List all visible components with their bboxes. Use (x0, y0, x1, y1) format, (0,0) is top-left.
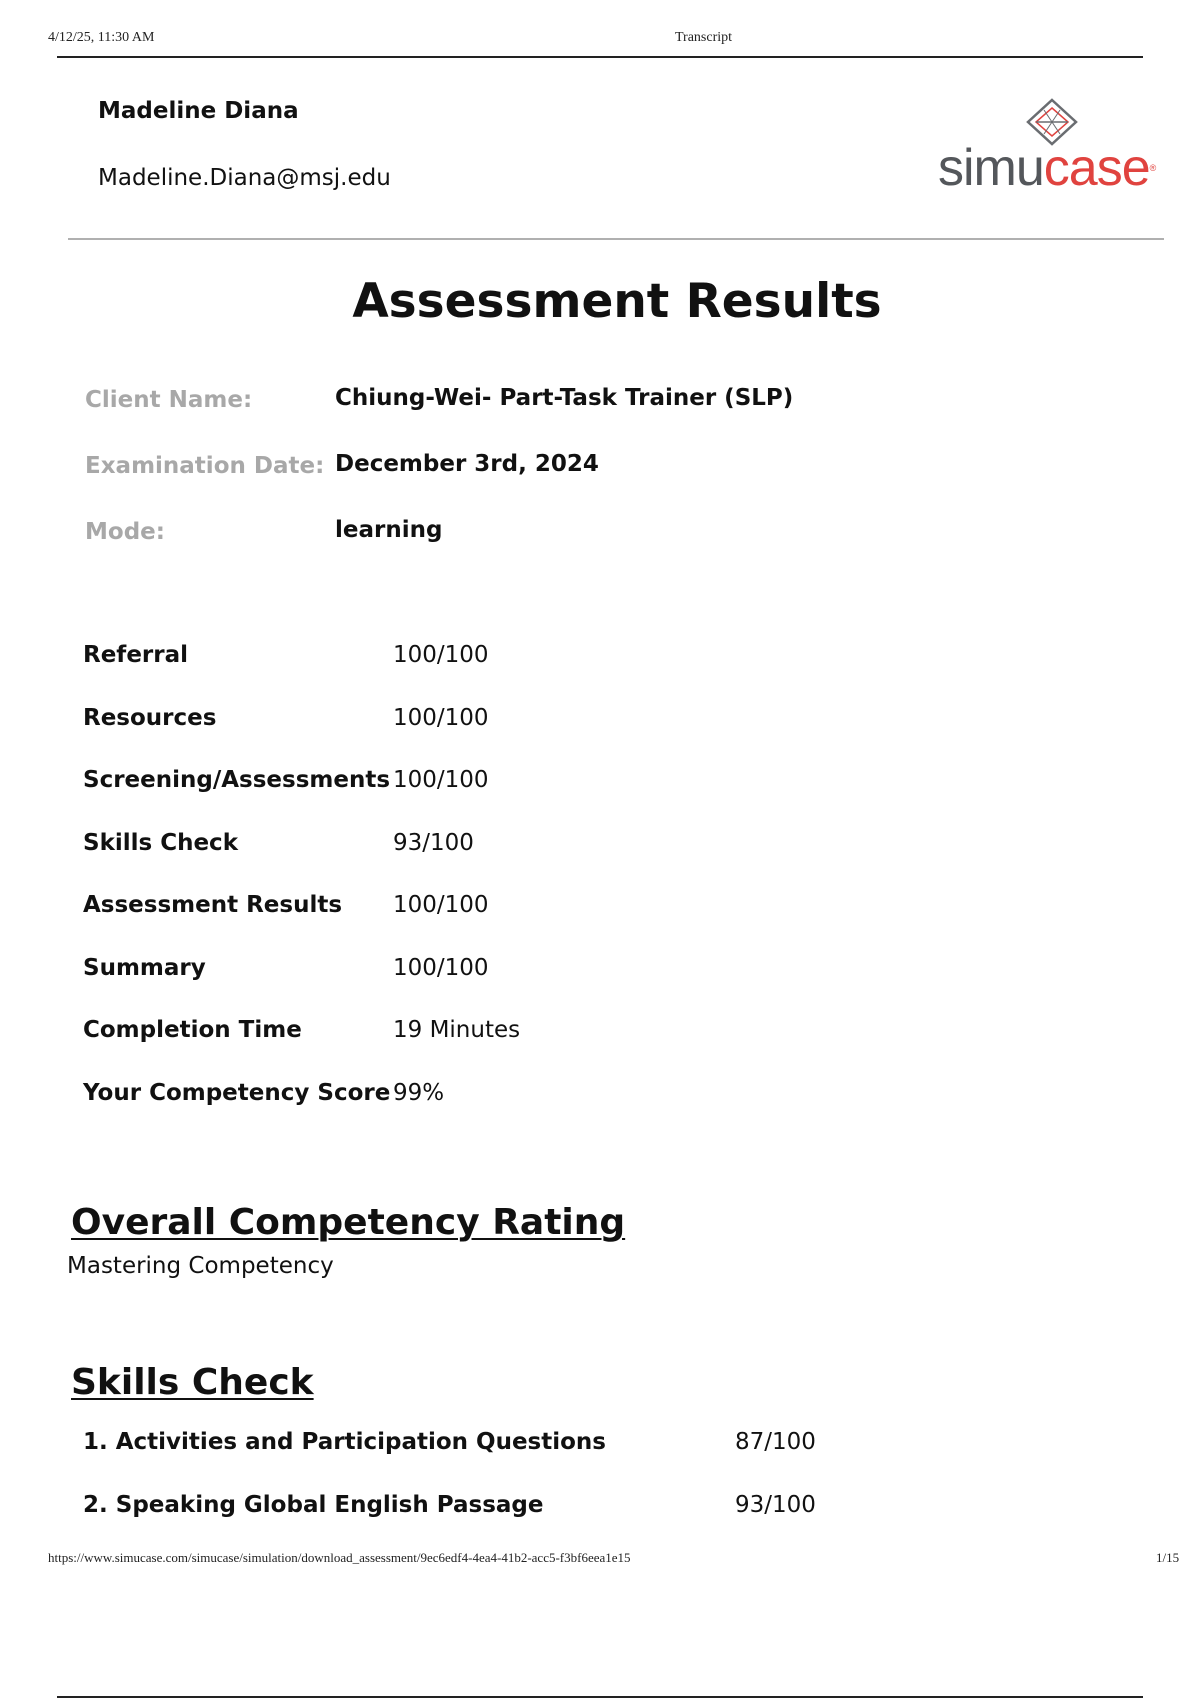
user-name: Madeline Diana (98, 98, 299, 124)
print-url: https://www.simucase.com/simucase/simulation/download_assessment/9ec6edf4-4ea4-41b2-acc5-f3bf6eea1e15 (48, 1550, 631, 1565)
score-label-competency-score: Your Competency Score (83, 1080, 391, 1106)
skill-item-score: 93/100 (735, 1492, 816, 1518)
header-divider (57, 56, 1143, 58)
registered-mark: ® (1149, 163, 1156, 173)
page-title: Assessment Results (352, 274, 882, 329)
section-divider (68, 238, 1164, 240)
score-value-skills-check: 93/100 (393, 830, 474, 856)
next-page-divider (57, 1696, 1143, 1698)
print-title: Transcript (675, 30, 733, 45)
score-value-completion-time: 19 Minutes (393, 1017, 521, 1043)
score-label-referral: Referral (83, 642, 189, 668)
score-value-resources: 100/100 (393, 705, 489, 731)
skill-item-score: 87/100 (735, 1429, 816, 1455)
score-label-summary: Summary (83, 955, 206, 981)
examination-date-value: December 3rd, 2024 (335, 451, 599, 477)
logo-text-simu: simu (938, 139, 1044, 197)
skills-check-heading: Skills Check (71, 1362, 314, 1403)
print-datetime: 4/12/25, 11:30 AM (48, 30, 155, 45)
user-email: Madeline.Diana@msj.edu (98, 165, 391, 191)
score-value-competency-score: 99% (393, 1080, 445, 1106)
score-label-assessment-results: Assessment Results (83, 892, 343, 918)
score-value-assessment-results: 100/100 (393, 892, 489, 918)
score-value-summary: 100/100 (393, 955, 489, 981)
client-name-value: Chiung-Wei- Part-Task Trainer (SLP) (335, 385, 794, 411)
overall-rating-heading: Overall Competency Rating (71, 1202, 626, 1243)
skill-item-label: 1. Activities and Participation Questions (83, 1429, 606, 1455)
mode-value: learning (335, 517, 443, 543)
score-value-screening: 100/100 (393, 767, 489, 793)
overall-rating-value: Mastering Competency (67, 1253, 334, 1279)
examination-date-label: Examination Date: (85, 453, 325, 479)
score-label-screening: Screening/Assessments (83, 767, 391, 793)
logo-text-case: case (1043, 139, 1150, 197)
score-label-completion-time: Completion Time (83, 1017, 302, 1043)
print-page-number: 1/15 (1156, 1550, 1180, 1565)
score-value-referral: 100/100 (393, 642, 489, 668)
mode-label: Mode: (85, 519, 165, 545)
skill-item-label: 2. Speaking Global English Passage (83, 1492, 544, 1518)
client-name-label: Client Name: (85, 387, 253, 413)
score-label-skills-check: Skills Check (83, 830, 238, 856)
score-label-resources: Resources (83, 705, 217, 731)
simucase-logo (938, 98, 1168, 197)
